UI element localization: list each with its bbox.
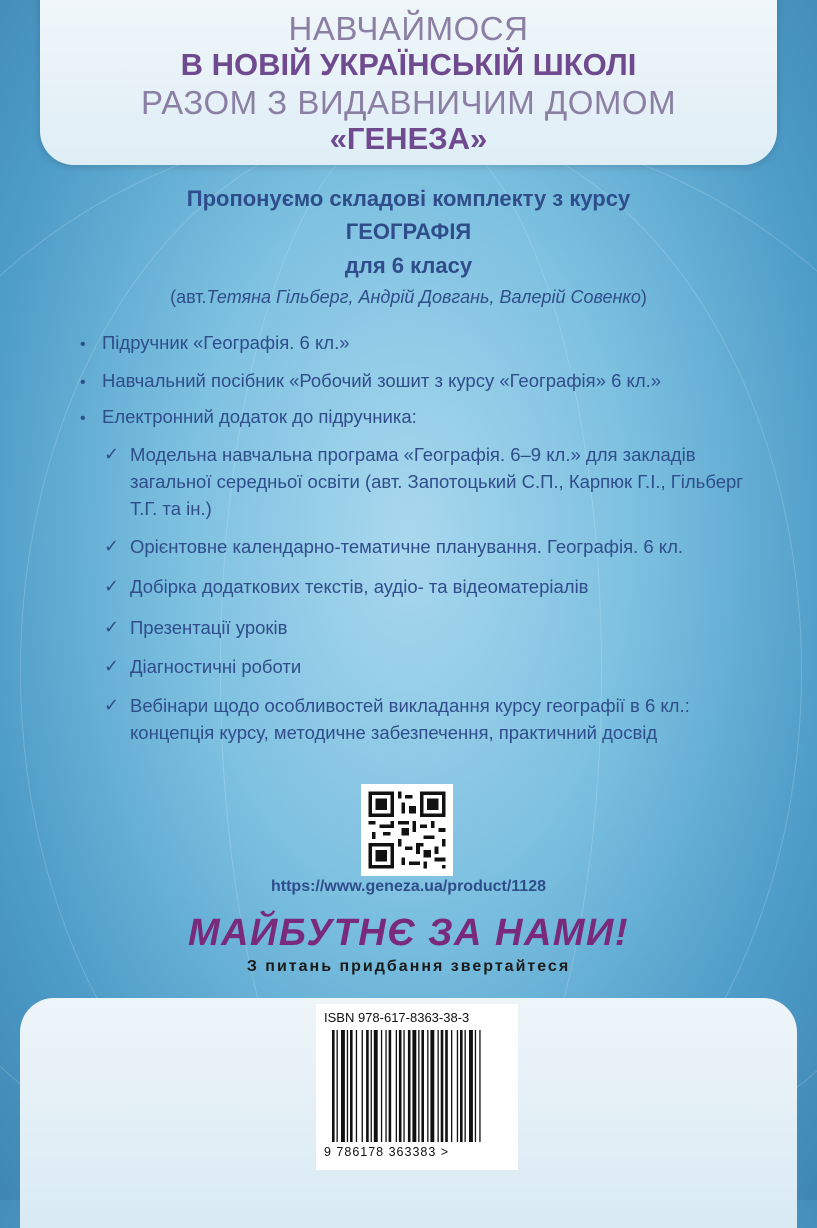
header-line-3: РАЗОМ З ВИДАВНИЧИМ ДОМОМ: [140, 84, 677, 121]
course-title: ГЕОГРАФІЯ: [345, 219, 472, 244]
checkmark-icon: ✓: [104, 444, 120, 464]
sub-list-item: [104, 573, 750, 600]
authors-names: Тетяна Гільберг, Андрій Довгань, Валерій Совенко: [206, 287, 641, 307]
list-item: [80, 368, 661, 396]
sub-list-item: [104, 614, 750, 641]
sub-list-item-text: Діагностичні роботи: [130, 656, 302, 677]
checkmark-icon: ✓: [104, 617, 120, 637]
sub-list-item-text: Модельна навчальна програма «Географія. 6–9 кл.» для закладів загальної середньої освіти (авт. Запотоцький С.П., Карпюк Г.І., Гільберг Т.Г. та ін.): [130, 444, 744, 519]
authors-prefix: (авт.: [170, 287, 207, 307]
checkmark-icon: ✓: [104, 576, 120, 596]
bullet-dot-icon: •: [80, 410, 86, 427]
slogan: МАЙБУТНЄ ЗА НАМИ!: [187, 912, 630, 954]
sub-list-item: [104, 533, 750, 560]
list-item-text: Підручник «Географія. 6 кл.»: [102, 332, 350, 353]
bullet-dot-icon: •: [80, 374, 86, 391]
isbn-text: ISBN 978-617-8363-38-3: [324, 1010, 470, 1025]
header-line-1: НАВЧАЙМОСЯ: [288, 10, 529, 47]
barcode-icon: [324, 1030, 510, 1144]
sub-list-item-text: Добірка додаткових текстів, аудіо- та відеоматеріалів: [130, 576, 589, 597]
sub-list-item-text: Презентації уроків: [130, 617, 288, 638]
list-item: [80, 330, 350, 358]
sub-list-item: [104, 653, 750, 680]
sub-list-item-text: Орієнтовне календарно-тематичне планування. Географія. 6 кл.: [130, 536, 684, 557]
authors-suffix: ): [640, 287, 647, 307]
contact-line: З питань придбання звертайтеся: [246, 958, 571, 975]
grade-line: для 6 класу: [344, 253, 473, 278]
sub-list-item: [104, 692, 750, 746]
qr-code-icon[interactable]: [361, 784, 453, 876]
intro-line: Пропонуємо складові комплекту з курсу: [186, 186, 631, 211]
list-item: [80, 404, 417, 432]
list-item-text: Електронний додаток до підручника:: [102, 406, 417, 427]
header-panel: [40, 0, 777, 165]
sub-list-item-text: Вебінари щодо особливостей викладання курсу географії в 6 кл.: концепція курсу, методичне забезпечення, практичний досвід: [130, 695, 690, 743]
authors-line: [0, 287, 817, 308]
bullet-dot-icon: •: [80, 336, 86, 353]
header-line-2: В НОВІЙ УКРАЇНСЬКІЙ ШКОЛІ: [180, 47, 637, 82]
checkmark-icon: ✓: [104, 536, 120, 556]
barcode-label: [316, 1004, 518, 1170]
checkmark-icon: ✓: [104, 656, 120, 676]
ean-digits: 9 786178 363383 >: [324, 1145, 450, 1159]
header-line-4: «ГЕНЕЗА»: [329, 121, 488, 156]
sub-list-item: [104, 441, 750, 522]
list-item-text: Навчальний посібник «Робочий зошит з курсу «Географія» 6 кл.»: [102, 370, 662, 391]
product-url-link[interactable]: https://www.geneza.ua/product/1128: [270, 878, 546, 895]
checkmark-icon: ✓: [104, 695, 120, 715]
